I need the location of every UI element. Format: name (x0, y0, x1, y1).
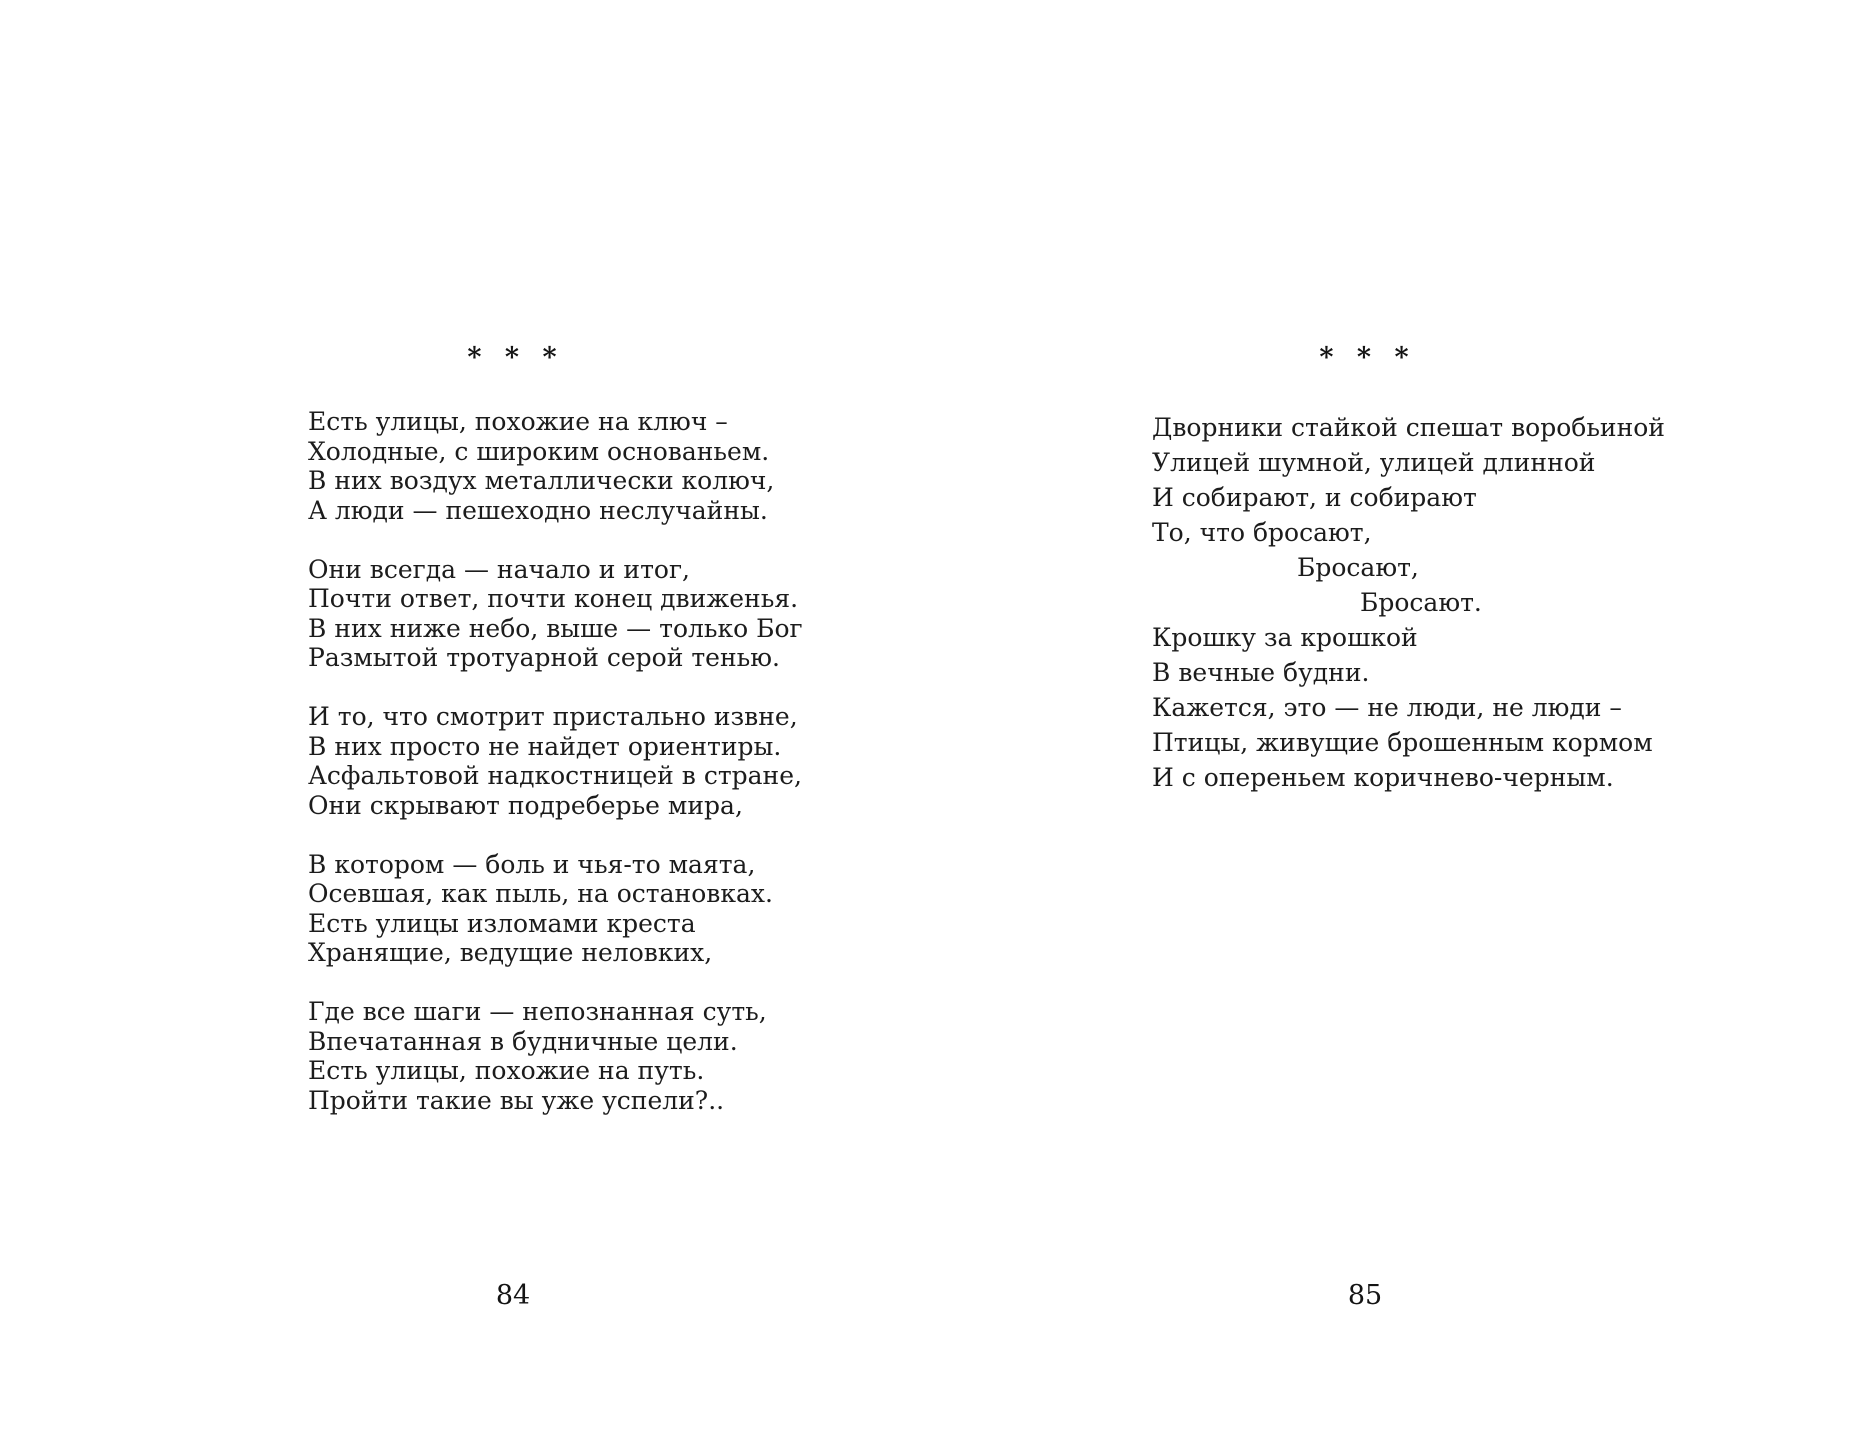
poem-line: Размытой тротуарной серой тенью. (308, 643, 780, 672)
poem-line: Асфальтовой надкостницей в стране, (308, 761, 802, 790)
poem-line: Есть улицы изломами креста (308, 908, 696, 938)
poem-line: Впечатанная в будничные цели. (308, 1026, 738, 1056)
poem-line: Бросают, (1297, 553, 1419, 582)
poem-line: И то, что смотрит пристально извне, (308, 702, 798, 731)
poem-line: Дворники стайкой спешат воробьиной (1152, 413, 1665, 442)
stanza (308, 407, 788, 525)
poem-line: Осевшая, как пыль, на остановках. (308, 879, 773, 908)
poem-ornament-left: * * * (467, 342, 559, 373)
poem-line: И собирают, и собирают (1152, 483, 1477, 512)
poem-line: В них воздух металлически колюч, (308, 466, 775, 495)
poem-line: И с опереньем коричнево-черным. (1152, 763, 1614, 792)
poem-line: В них ниже небо, выше — только Бог (308, 613, 803, 643)
page-number-left: 84 (495, 1280, 531, 1311)
poem-right (1152, 410, 1665, 795)
poem-line: Птицы, живущие брошенным кормом (1152, 728, 1653, 757)
stanza (308, 850, 788, 968)
stanza (308, 997, 788, 1115)
poem-line: А люди — пешеходно неслучайны. (308, 495, 768, 525)
poem-line: Пройти такие вы уже успели?.. (308, 1085, 725, 1115)
poem-line: В них просто не найдет ориентиры. (308, 731, 782, 761)
poem-line: Они скрывают подреберье мира, (308, 790, 743, 820)
poem-line: Они всегда — начало и итог, (308, 554, 691, 584)
poem-left (308, 407, 803, 1115)
stanza (308, 554, 803, 673)
poem-line: Крошку за крошкой (1152, 623, 1418, 652)
page-number-right: 85 (1347, 1280, 1383, 1311)
poem-line: Почти ответ, почти конец движенья. (308, 584, 799, 613)
poem-line: В вечные будни. (1152, 658, 1370, 687)
poem-line: Есть улицы, похожие на ключ – (308, 407, 728, 436)
poem-line: Есть улицы, похожие на путь. (308, 1056, 705, 1085)
poem-line: Бросают. (1360, 588, 1482, 617)
poem-line: В котором — боль и чья-то маята, (308, 849, 756, 879)
poem-line: Улицей шумной, улицей длинной (1152, 448, 1596, 477)
stanza (308, 702, 802, 820)
poem-ornament-right: * * * (1319, 342, 1411, 373)
poem-line: То, что бросают, (1152, 518, 1372, 547)
poem-line: Хранящие, ведущие неловких, (308, 938, 713, 967)
poem-line: Холодные, с широким основаньем. (308, 436, 770, 466)
poem-line: Кажется, это — не люди, не люди – (1152, 693, 1622, 722)
poem-line: Где все шаги — непознанная суть, (308, 997, 767, 1026)
